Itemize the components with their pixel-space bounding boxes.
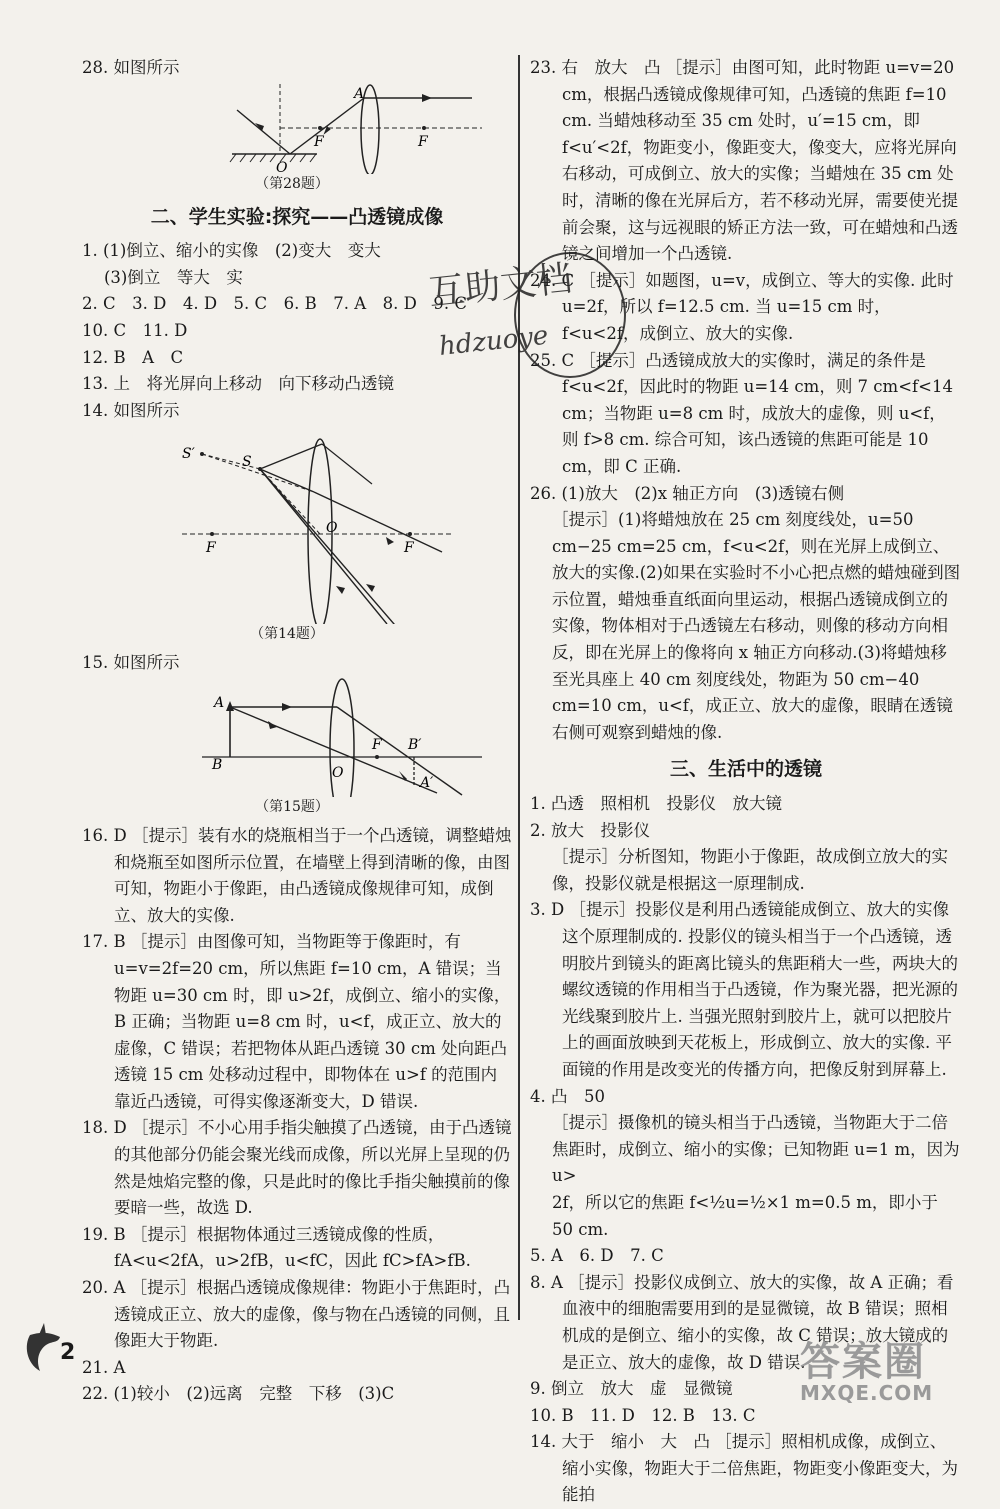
s2-line-6: 13. 上 将光屏向上移动 向下移动凸透镜 <box>82 374 394 394</box>
q28-label-F2: F <box>418 133 428 150</box>
q22: 22. (1)较小 (2)远离 完整 下移 (3)C <box>82 1384 395 1404</box>
q15-label-B: B <box>212 756 223 773</box>
q14-label-S: S <box>242 454 252 471</box>
q19: 19. B ［提示］根据物体通过三透镜成像的性质，fA<u<2fA，u>2fB，u<fC，因此 fC>fA>fB. <box>82 1224 471 1271</box>
s3-q4-hint-b: 2f，所以它的焦距 f<½u=½×1 m=0.5 m，即小于 50 cm. <box>552 1192 938 1239</box>
q28-label-A: A <box>354 85 365 102</box>
q26-hint: ［提示］(1)将蜡烛放在 25 cm 刻度线处，u=50 cm−25 cm=25 cm，f<u<2f，则在光屏上成倒立、放大的实像.(2)如果在实验时不小心把点燃的蜡烛碰到图示位置，蜡烛垂直纸面向里运动，根据凸透镜成倒立的实像，物体相对于凸透镜左右移动，则像的移动方向相反，即在光屏上的像将向 x 轴正方向移动.(3)将蜡烛移至光具座上 40 cm 刻度线处，物距为 50 cm−40 cm=10 cm，u<f，成正立、放大的虚像，眼睛在透镜右侧可观察到蜡烛的像. <box>552 510 961 742</box>
q14-figure <box>142 424 462 624</box>
q28-label-F1: F <box>314 133 324 150</box>
handwritten-stamp <box>420 245 640 385</box>
watermark <box>800 1330 933 1405</box>
q15-label-A: A <box>214 694 225 711</box>
section3-title: 三、生活中的透镜 <box>669 758 822 781</box>
watermark-line1: 答案圈 <box>800 1339 926 1385</box>
q15-label: 15. 如图所示 <box>82 653 180 673</box>
s2-line-4: 10. C 11. D <box>82 320 188 340</box>
q14-caption: （第14题） <box>250 626 324 643</box>
s3-q3: 3. D ［提示］投影仪是利用凸透镜能成倒立、放大的实像这个原理制成的. 投影仪的镜头相当于一个凸透镜，透明胶片到镜头的距离比镜头的焦距稍大一些，两块大的螺纹透镜的作用相当于凸透镜，作为聚光器，把光源的光线聚到胶片上. 当强光照射到胶片上，就可以把胶片上的画面放映到天花板上，形成倒立、放大的实像. 平面镜的作用是改变光的传播方向，把像反射到屏幕上. <box>530 900 958 1079</box>
q14-label: 14. 如图所示 <box>82 400 180 420</box>
q28-label-O: O <box>276 159 288 174</box>
s2-line-1: 1. (1)倒立、缩小的实像 (2)变大 变大 <box>82 241 381 261</box>
q25: 25. C ［提示］凸透镜成放大的实像时，满足的条件是 f<u<2f，因此时的物距 u=14 cm，则 7 cm<f<14 cm；当物距 u=8 cm 时，成放大的虚像，则 u<f，则 f>8 cm. 综合可知，该凸透镜的焦距可能是 10 cm，即 C 正确. <box>530 350 953 476</box>
q23: 23. 右 放大 凸 ［提示］由图可知，此时物距 u=v=20 cm，根据凸透镜成像规律可知，凸透镜的焦距 f=10 cm. 当蜡烛移动至 35 cm 处时，u′=15 cm，即 f<u′<2f，物距变小，像距变大，像变大，应将光屏向右移动，可成倒立、放大的实像；当蜡烛在 35 cm 处时，清晰的像在光屏后方，若不移动光屏，需要使光提前会聚，这与远视眼的矫正方法一致，可在蜡烛和凸透镜之间增加一个凸透镜. <box>530 58 958 264</box>
q14-label-S1: S′ <box>182 446 195 463</box>
stamp-line2: hdzuoye <box>437 320 550 362</box>
q21: 21. A <box>82 1357 126 1377</box>
q15-caption: （第15题） <box>255 798 329 815</box>
q28-figure <box>192 82 492 174</box>
s3-q2-hint: ［提示］分析图知，物距小于像距，故成倒立放大的实像，投影仪就是根据这一原理制成. <box>552 847 948 893</box>
q17: 17. B ［提示］由图像可知，当物距等于像距时，有 u=v=2f=20 cm，所以焦距 f=10 cm，A 错误；当物距 u=30 cm 时，即 u>2f，成倒立、缩小的实像，B 正确；当物距 u=8 cm 时，u<f，成正立、放大的虚像，C 错误；若把物体从距凸透镜 30 cm 处向距凸透镜 15 cm 处移动过程中，即物体在 u>f 的范围内靠近凸透镜，可得实像逐渐变大，D 错误. <box>82 932 511 1111</box>
q15-figure <box>182 677 482 797</box>
section2-title: 二、学生实验:探究——凸透镜成像 <box>150 205 444 228</box>
s3-q4-hint-a: ［提示］摄像机的镜头相当于凸透镜，当物距大于二倍焦距时，成倒立、缩小的实像；已知物距 u=1 m，因为 u> <box>552 1113 960 1186</box>
q15-label-O: O <box>332 764 344 781</box>
s3-line-1: 1. 凸透 照相机 投影仪 放大镜 <box>530 794 782 814</box>
q28-label: 28. 如图所示 <box>82 58 180 77</box>
stamp-line1: 互助文档 <box>426 258 575 314</box>
q15-label-A2: A′ <box>420 774 434 791</box>
s3-q8: 8. A ［提示］投影仪成倒立、放大的实像，故 A 正确；看血液中的细胞需要用到的是显微镜，故 B 错误；照相机成的是倒立、缩小的实像，故 C 错误；放大镜成的是正立、放大的虚像，故 D 错误. <box>530 1272 954 1372</box>
s3-line-2: 2. 放大 投影仪 <box>530 820 650 840</box>
q14-label-F1: F <box>206 540 216 557</box>
s2-line-3: 2. C 3. D 4. D 5. C 6. B 7. A 8. D 9. C <box>82 294 468 314</box>
s3-q4: 4. 凸 50 <box>530 1086 605 1106</box>
s2-line-2: (3)倒立 等大 实 <box>104 267 243 287</box>
page-number: 2 <box>60 1340 76 1365</box>
s2-line-5: 12. B A C <box>82 347 184 367</box>
q15-label-B2: B′ <box>408 736 422 753</box>
s3-q5: 5. A 6. D 7. C <box>530 1246 664 1266</box>
s3-q9: 9. 倒立 放大 虚 显微镜 <box>530 1379 733 1399</box>
q15-label-F: F <box>372 736 382 753</box>
q24: 24. C ［提示］如题图，u=v，成倒立、等大的实像. 此时 u=2f，所以 f=12.5 cm. 当 u=15 cm 时，f<u<2f，成倒立、放大的实像. <box>530 270 954 343</box>
q26-answer: 26. (1)放大 (2)x 轴正方向 (3)透镜右侧 <box>530 483 845 503</box>
q14-label-F2: F <box>404 540 414 557</box>
watermark-line2: MXQE.COM <box>800 1381 934 1405</box>
dolphin-icon <box>22 1315 62 1375</box>
q28-caption: （第28题） <box>255 175 329 192</box>
q20: 20. A ［提示］根据凸透镜成像规律：物距小于焦距时，凸透镜成正立、放大的虚像，像与物在凸透镜的同侧，且像距大于物距. <box>82 1278 511 1351</box>
q14-label-O: O <box>326 520 338 537</box>
s3-q14: 14. 大于 缩小 大 凸 ［提示］照相机成像，成倒立、缩小实像，物距大于二倍焦距，物距变小像距变大，为能拍 <box>530 1432 958 1505</box>
s3-q10: 10. B 11. D 12. B 13. C <box>530 1405 756 1425</box>
q16: 16. D ［提示］装有水的烧瓶相当于一个凸透镜，调整蜡烛和烧瓶至如图所示位置，在墙壁上得到清晰的像，由图可知，物距小于像距，由凸透镜成像规律可知，成倒立、放大的实像. <box>82 825 512 925</box>
q18: 18. D ［提示］不小心用手指尖触摸了凸透镜，由于凸透镜的其他部分仍能会聚光线而成像，所以光屏上呈现的仍然是烛焰完整的像，只是此时的像比手指尖触摸前的像要暗一些，故选 D. <box>82 1118 512 1218</box>
